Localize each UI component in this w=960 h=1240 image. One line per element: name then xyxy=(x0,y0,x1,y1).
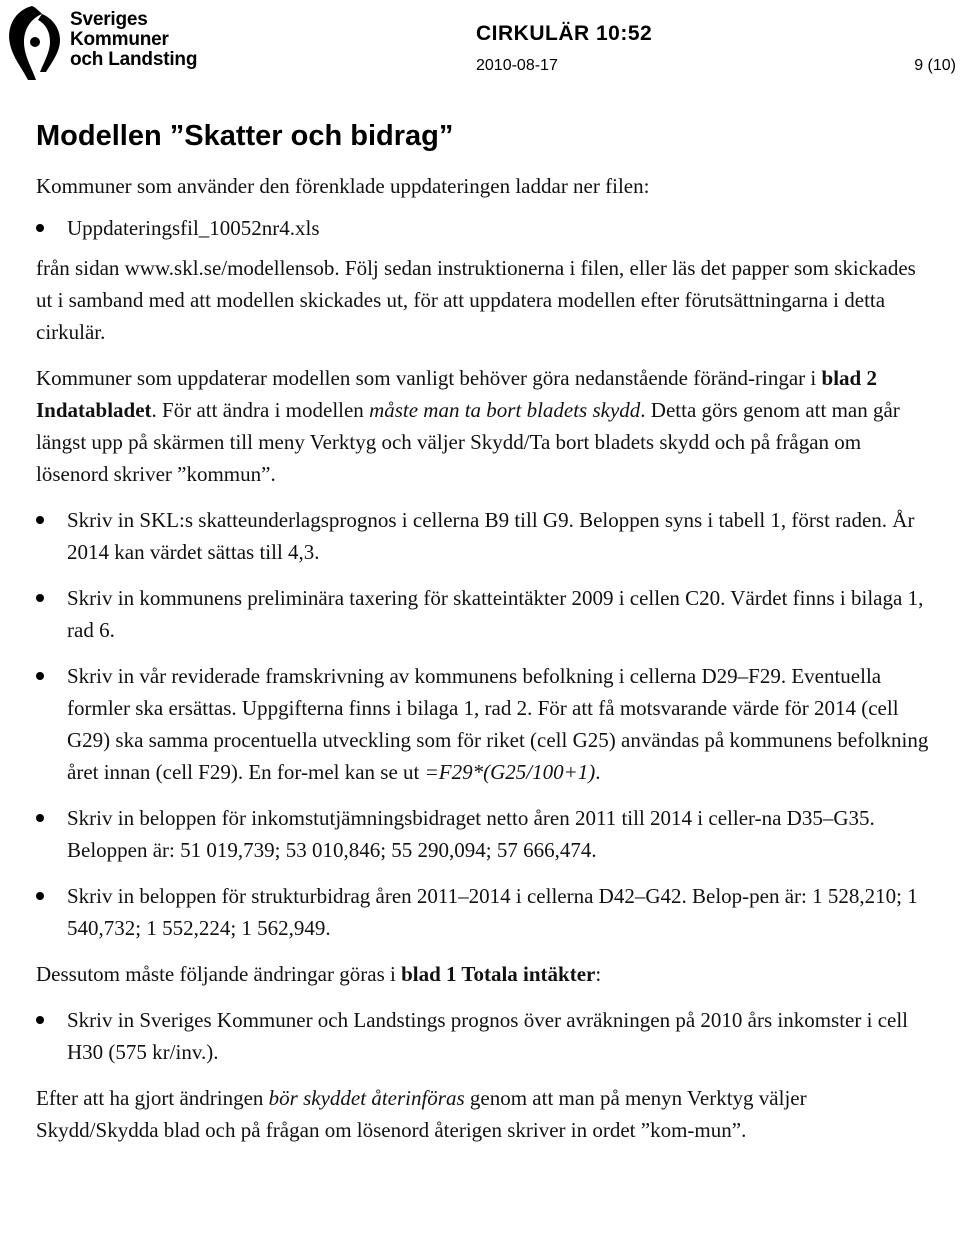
italic-text: bör skyddet återinföras xyxy=(268,1086,465,1110)
bullet-icon xyxy=(36,1016,44,1024)
instructions-paragraph xyxy=(36,362,932,490)
list-item xyxy=(36,212,932,244)
list-item xyxy=(36,660,932,788)
intro-paragraph: Kommuner som använder den förenklade uppdateringen laddar ner filen: xyxy=(36,174,650,198)
bold-text: blad 1 Totala intäkter xyxy=(401,962,596,986)
logo-line: och Landsting xyxy=(70,49,198,70)
document-body xyxy=(36,116,932,1146)
list-item xyxy=(36,504,932,568)
file-list xyxy=(36,212,932,244)
italic-text: måste man ta bort bladets skydd xyxy=(369,398,641,422)
skl-emblem-icon xyxy=(2,2,66,82)
list-item xyxy=(36,880,932,944)
bullet-icon xyxy=(36,892,44,900)
logo-line: Kommuner xyxy=(70,29,169,50)
text-run: . För att ändra i modellen xyxy=(151,398,370,422)
list-item xyxy=(36,582,932,646)
text-run: . Detta görs genom att man går längst upp på skärmen till meny Verktyg och väljer Skydd/Ta bort bladets skydd och på frågan om lösenord skriver ”kommun”. xyxy=(36,398,900,486)
section-title: Modellen ”Skatter och bidrag” xyxy=(36,120,454,152)
formula-text: =F29*(G25/100+1) xyxy=(424,760,596,784)
list-item-text: Skriv in SKL:s skatteunderlagsprognos i cellerna B9 till G9. Beloppen syns i tabell 1, först raden. År 2014 kan värdet sättas till 4,3. xyxy=(67,508,915,564)
list-item-text: Skriv in vår reviderade framskrivning av kommunens befolkning i cellerna D29–F29. Eventuella formler ska ersättas. Uppgifterna finns i bilaga 1, rad 2. För att få motsvarande värde för 2014 (cell G29) ska samma procentuella utveckling som för riket (cell G25) användas på kommunens befolkning året innan (cell F29). En for-mel kan se ut xyxy=(67,664,929,784)
bullet-icon xyxy=(36,594,44,602)
totala-intakter-paragraph xyxy=(36,958,932,990)
skl-logo xyxy=(2,2,198,82)
text-run: Kommuner som uppdaterar modellen som vanligt behöver göra nedanstående föränd-ringar i xyxy=(36,366,822,390)
list-item-text: Skriv in beloppen för strukturbidrag åren 2011–2014 i cellerna D42–G42. Belop-pen är: 1 528,210; 1 540,732; 1 552,224; 1 562,949. xyxy=(67,884,918,940)
logo-wordmark xyxy=(70,10,197,70)
circular-date: 2010-08-17 xyxy=(476,57,558,74)
totala-intakter-list xyxy=(36,1004,932,1068)
text-run: genom att man på menyn Verktyg väljer Skydd/Skydda blad och på frågan om lösenord återigen skriver in ordet ”kom-mun”. xyxy=(36,1086,807,1142)
circular-number: CIRKULÄR 10:52 xyxy=(476,22,653,45)
page-header xyxy=(0,0,960,90)
bullet-icon xyxy=(36,672,44,680)
list-item xyxy=(36,802,932,866)
closing-paragraph xyxy=(36,1082,932,1146)
page-number: 9 (10) xyxy=(914,57,956,74)
bold-text: blad 2 Indatabladet xyxy=(36,366,877,422)
text-run: : xyxy=(595,962,602,986)
text-run: Efter att ha gjort ändringen xyxy=(36,1086,269,1110)
bullet-icon xyxy=(36,224,44,232)
text-run: Dessutom måste följande ändringar göras i xyxy=(36,962,402,986)
bullet-icon xyxy=(36,516,44,524)
list-item xyxy=(36,1004,932,1068)
list-item-text: Skriv in Sveriges Kommuner och Landstings prognos över avräkningen på 2010 års inkomster i cell H30 (575 kr/inv.). xyxy=(67,1008,909,1064)
logo-line: Sveriges xyxy=(70,9,148,30)
download-paragraph: från sidan www.skl.se/modellensob. Följ sedan instruktionerna i filen, eller läs det papper som skickades ut i samband med att modellen skickades ut, för att uppdatera modellen efter förutsättningarna i detta cirkulär. xyxy=(36,256,916,344)
text-run: . xyxy=(595,760,601,784)
list-item-text: Skriv in beloppen för inkomstutjämningsbidraget netto åren 2011 till 2014 i celler-na D35–G35. Beloppen är: 51 019,739; 53 010,846; 55 290,094; 57 666,474. xyxy=(67,806,875,862)
file-name: Uppdateringsfil_10052nr4.xls xyxy=(67,216,320,240)
indatabladet-list xyxy=(36,504,932,944)
list-item-text: Skriv in kommunens preliminära taxering för skatteintäkter 2009 i cellen C20. Värdet finns i bilaga 1, rad 6. xyxy=(67,586,924,642)
bullet-icon xyxy=(36,814,44,822)
